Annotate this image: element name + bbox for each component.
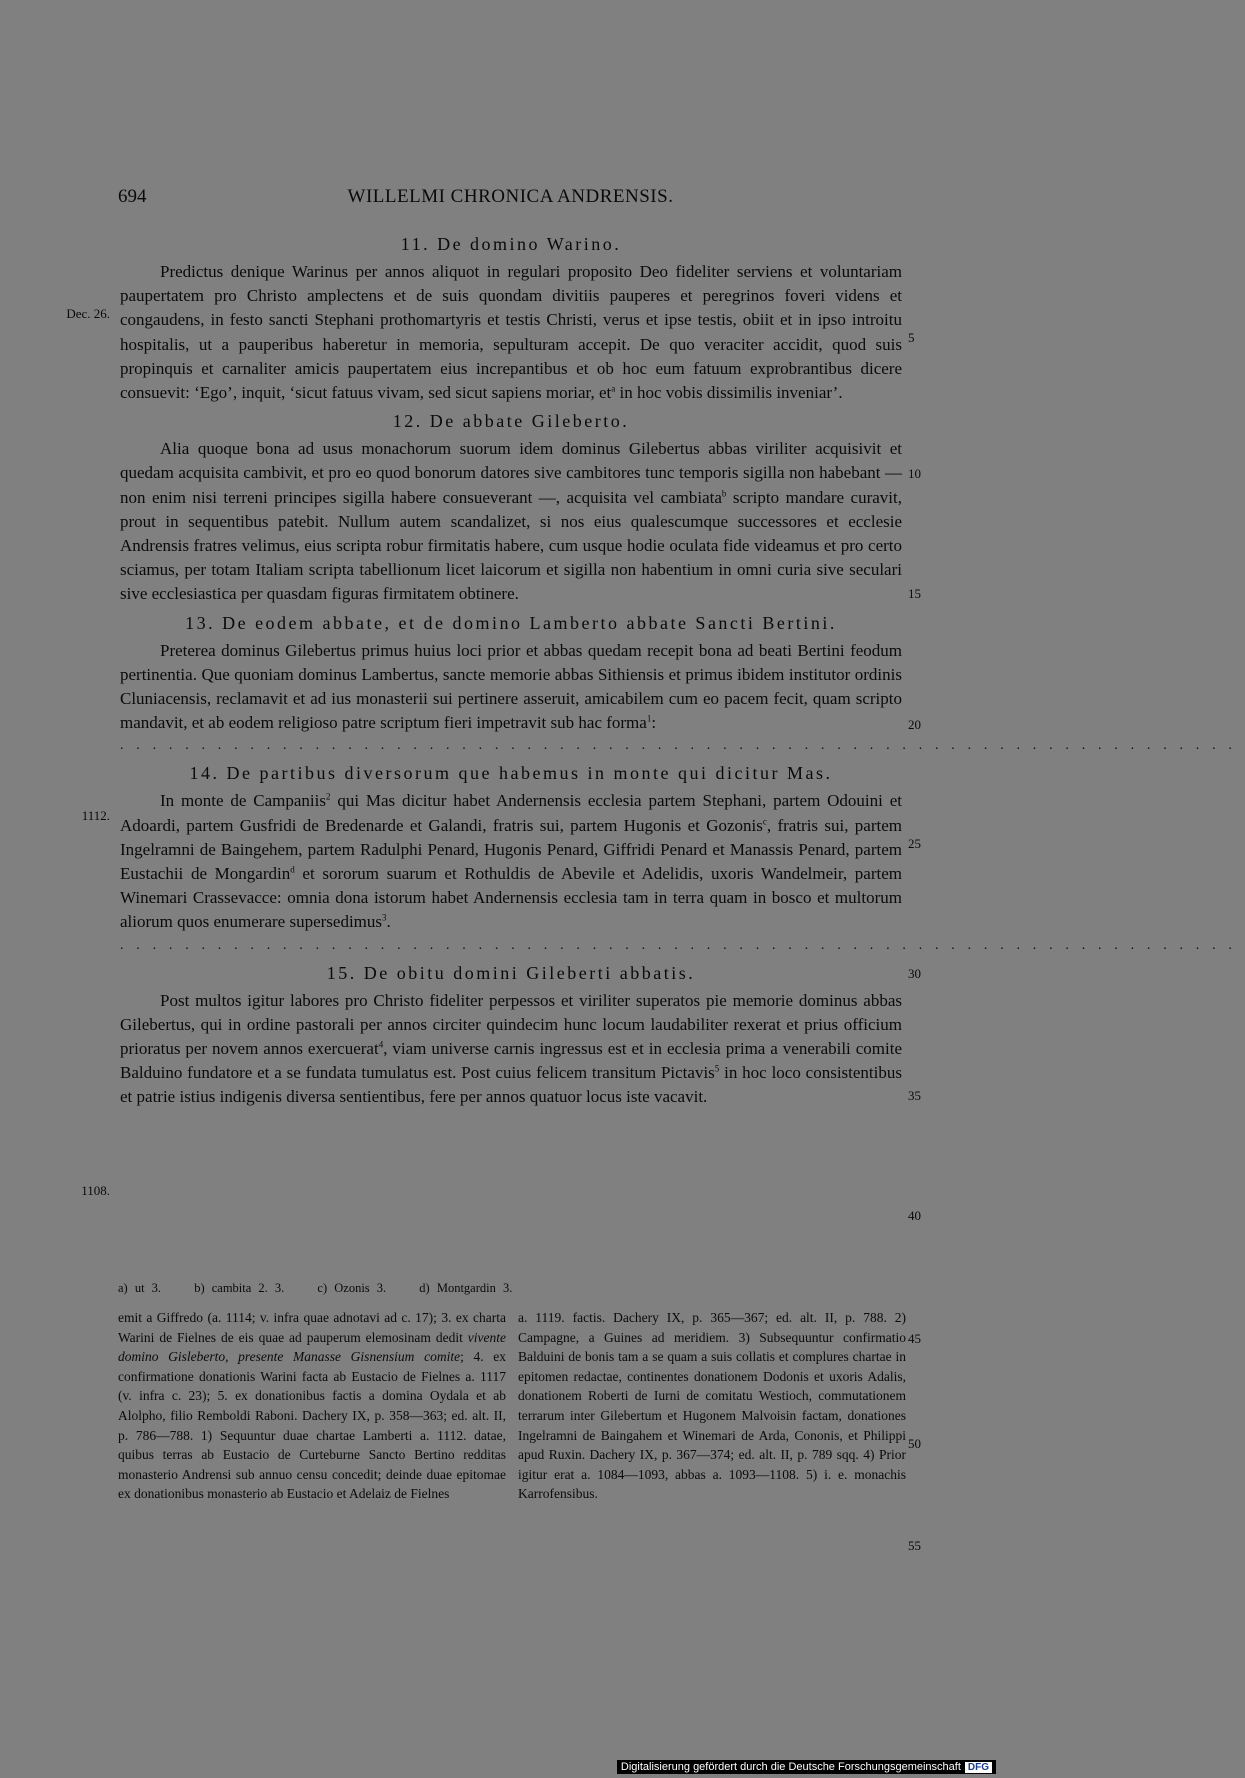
line-number: 15 <box>908 586 921 601</box>
variant: a) ut 3. <box>118 1281 162 1295</box>
footnotes-left-column: emit a Giffredo (a. 1114; v. infra quae adnotavi ad c. 17); 3. ex charta Warini de Fielnes de eis quae ad pauperum elemosinam dedit vivente domino Gisleberto, presente Manasse Gisnensium comite; 4. ex confirmatione donationis Warini facta ab Eustacio de Fielnes a. 1117 (v. infra c. 23); 5. ex donationibus factis a domina Oydala et ab Alolpho, filio Remboldi Raboni. Dachery IX, p. 358—363; ed. alt. II, p. 786—788. 1) Sequuntur duae chartae Lamberti a. 1112. datae, quibus terras ab Eustacio de Curteburne Sancto Bertino redditas monasterio Andrensi sub annuo censu concedit; deinde duae epitomae ex donationibus monasterio ab Eustacio et Adelaiz de Fielnes <box>118 1310 506 1502</box>
variant: b) cambita 2. 3. <box>194 1281 285 1295</box>
line-number: 35 <box>908 1088 921 1103</box>
omission-dots: ..................................................................... <box>120 937 1245 953</box>
line-number: 45 <box>908 1331 921 1346</box>
margin-date: 1112. <box>81 808 110 823</box>
line-number: 50 <box>908 1436 921 1451</box>
line-number: 30 <box>908 966 921 981</box>
chapter-title: 15. De obitu domini Gileberti abbatis. <box>326 962 696 983</box>
line-number: 5 <box>908 330 915 345</box>
omission-dots: ..................................................................... <box>120 738 1245 754</box>
chapter-title: 11. De domino Warino. <box>400 234 622 254</box>
chapter-text: Post multos igitur labores pro Christo fideliter perpessos et viriliter superatos pie memorie dominus abbas Gilebertus, qui in ordine pastorali per annos circiter quindecim hunc locum laudabiliter rexerat et prius officium prioratus per novem annos exercuerat$^4$, viam universe carnis ingressus est et in ecclesia prima a venerabili comite Balduino fundatore et a se fundata tumulatus est. Post cuius felicem transitum Pictavis$^5$ in hoc loco consistentibus et patrie istius indigenis diversa sentientibus, fere per annos quatuor locus iste vacavit. <box>120 990 902 1107</box>
variant-readings <box>118 1281 538 1296</box>
chapter-text: Preterea dominus Gilebertus primus huius loci prior et abbas quedam recepit bona ad beati Bertini feodum pertinentia. Que quoniam dominus Lambertus, sancte memorie abbas Sithiensis et primus ibidem institutor ordinis Cluniacensis, reclamavit et ad ius monasterii sui pertinere asseruit, amicabilem cum eo pacem fecit, quam scripto mandavit, et ab eodem religioso patre scriptum fieri impetravit sub hac forma$^1$: <box>120 640 902 733</box>
dfg-logo: DFG <box>965 1762 992 1773</box>
line-number: 25 <box>908 836 921 851</box>
margin-date: Dec. 26. <box>66 306 110 321</box>
chapter-text: Predictus denique Warinus per annos aliquot in regulari proposito Deo fideliter serviens et voluntariam paupertatem pro Christo amplectens et de suis quondam divitiis pauperes et peregrinos foveri videns et congaudens, in festo sancti Stephani prothomartyris et testis Christi, verus et ipse testis, obiit et in ipso introitu hospitalis, ut a pauperibus haberetur in memoria, sepulturam accepit. De quo veraciter accidit, quod suis propinquis et carnaliter amicis paupertatem eius increpantibus et ob hoc eum fatuum exprobrantibus dicere consuevit: ‘Ego’, inquit, ‘sicut fatuus vivam, sed sicut sapiens moriar, $et^a$ in hoc vobis dissimilis inveniar’. <box>120 262 902 403</box>
variant: c) Ozonis 3. <box>317 1281 387 1295</box>
chapter-title: 14. De partibus diversorum que habemus in monte qui dicitur Mas. <box>189 763 833 784</box>
line-number: 40 <box>908 1208 921 1223</box>
footnotes-right-column: a. 1119. factis. Dachery IX, p. 365—367; ed. alt. II, p. 788. 2) Campagne, a Guines ad meridiem. 3) Subsequuntur confirmatio Balduini de bonis tam a se quam a suis collatis et complures chartae in epitomen redactae, continentes donationem Dodonis et uxoris Adalis, donationem Roberti de Iurni de comitatu Westioch, commutationem terrarum inter Gilebertum et Hugonem Malvoisin factam, donationes Ingelramni de Baingahem et Winemari de Arda, Cononis, et Philippi apud Ruxin. Dachery IX, p. 367—374; ed. alt. II, p. 789 sqq. 4) Prior igitur erat a. 1084—1093, abbas a. 1093—1108. 5) i. e. monachis Karrofensibus. <box>518 1310 906 1502</box>
footer-text: Digitalisierung gefördert durch die Deutsche Forschungsgemeinschaft <box>620 1761 961 1773</box>
chapter-title: 13. De eodem abbate, et de domino Lamberto abbate Sancti Bertini. <box>185 612 837 633</box>
line-number: 10 <box>908 466 921 481</box>
line-number: 20 <box>908 717 921 732</box>
chapter-text: Alia quoque bona ad usus monachorum suorum idem dominus Gilebertus abbas viriliter acquisivit et quedam acquisita cambivit, et pro eo quod bonorum datores sive cambitores tunc temporis sigilla non habebant — non enim nisi terreni principes sigilla habere consueverant —, acquisita vel cambiata$^b$ scripto mandare curavit, prout in sequentibus patebit. Nullum autem scandalizet, si nos eius qualescumque successores et ecclesie Andrensis fratres velimus, eius scripta robur firmitatis habere, cum usque hodie oculata fide videamus et pro certo sciamus, per totam Italiam scripta tabellionum licet laicorum et sigilla non habentium in omni curia sive seculari sive ecclesiastica per quasdam figuras firmitatem obtinere. <box>120 439 902 604</box>
page-number: 694 <box>118 186 147 207</box>
chapter-text: In monte de Campaniis$^2$ qui Mas dicitur habet Andernensis ecclesia partem Stephani, partem Odouini et Adoardi, partem Gusfridi de Bredenarde et Galandi, fratris sui, partem Hugonis et Gozonis$^c$, fratris sui, partem Ingelramni de Baingehem, partem Radulphi Penard, Hugonis Penard, Giffridi Penard et Manassis Penard, partem Eustachii de Mongardin$^d$ et sororum suarum et Rothuldis de Abevile et Adelidis, uxoris Wandelmeir, partem Winemari Crassevacce: omnia dona istorum habet Andernensis ecclesia tam in terra quam in bosco et multorum aliorum quos enumerare supersedimus$^3$. <box>120 791 902 932</box>
running-title: WILLELMI CHRONICA ANDRENSIS. <box>347 186 674 207</box>
line-number: 55 <box>908 1538 921 1553</box>
chapter-title: 12. De abbate Gileberto. <box>392 411 630 432</box>
margin-date: 1108. <box>81 1183 110 1198</box>
footer-credit[interactable] <box>617 1760 996 1774</box>
variant: d) Montgardin 3. <box>419 1281 513 1295</box>
